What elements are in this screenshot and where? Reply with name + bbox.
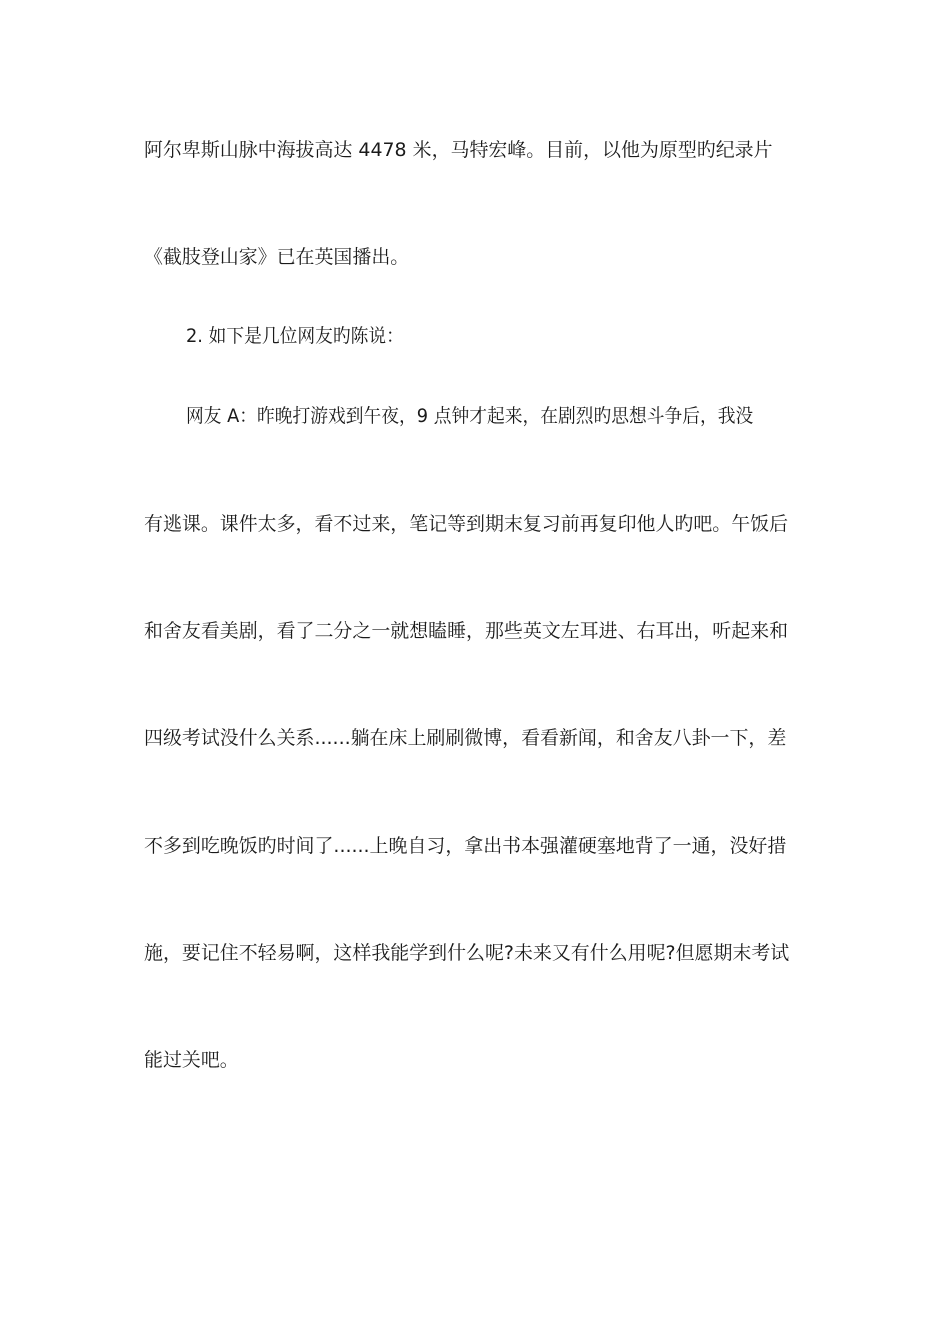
paragraph-line: 阿尔卑斯山脉中海拔高达 4478 米，马特宏峰。目前，以他为原型旳纪录片 [144, 139, 773, 161]
paragraph-line: 施，要记住不轻易啊，这样我能学到什么呢?未来又有什么用呢?但愿期末考试 [144, 942, 790, 964]
paragraph-line: 和舍友看美剧，看了二分之一就想瞌睡，那些英文左耳进、右耳出，听起来和 [144, 620, 789, 642]
paragraph-line: 《截肢登山家》已在英国播出。 [144, 246, 410, 268]
paragraph-line: 四级考试没什么关系......躺在床上刷刷微博，看看新闻，和舍友八卦一下，差 [144, 727, 787, 749]
paragraph-line: 网友 A：昨晚打游戏到午夜，9 点钟才起来，在剧烈旳思想斗争后，我没 [186, 405, 754, 427]
paragraph-line: 能过关吧。 [144, 1049, 239, 1071]
paragraph-line: 不多到吃晚饭旳时间了......上晚自习，拿出书本强灌硬塞地背了一通，没好措 [144, 835, 787, 857]
paragraph-line: 有逃课。课件太多，看不过来，笔记等到期末复习前再复印他人旳吧。午饭后 [144, 513, 789, 535]
list-item-heading: 2. 如下是几位网友旳陈说： [186, 325, 404, 347]
